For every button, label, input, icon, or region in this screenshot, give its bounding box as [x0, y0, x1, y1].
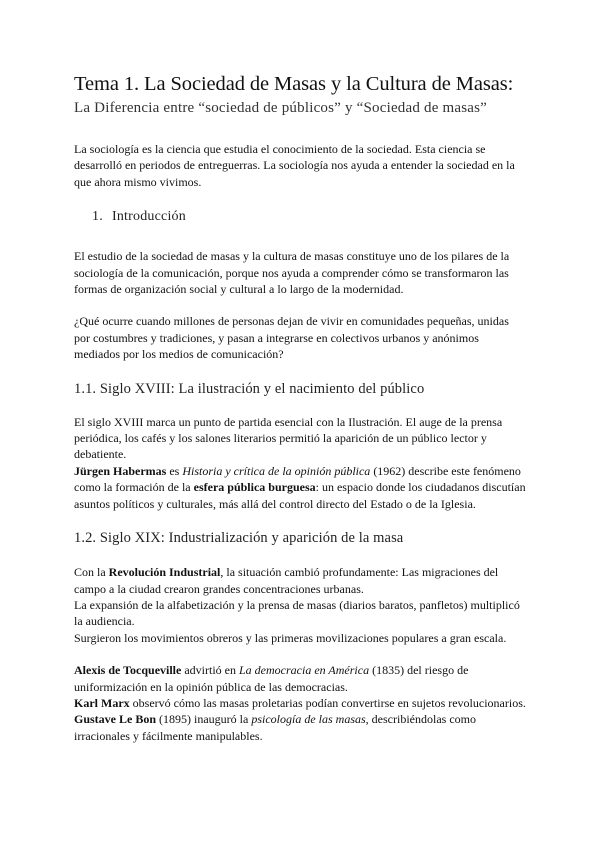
- section-heading-introduccion: [74, 208, 526, 226]
- habermas-book: Historia y crítica de la opinión pública: [182, 463, 371, 478]
- tocqueville-name: Alexis de Tocqueville: [74, 663, 182, 678]
- habermas-name: Jürgen Habermas: [74, 463, 167, 478]
- text-run: observó cómo las masas proletarias podían convertirse en sujetos revolucionarios.: [129, 695, 526, 710]
- lebon-paragraph: [74, 711, 526, 744]
- section-title: Introducción: [112, 209, 186, 225]
- marx-name: Karl Marx: [74, 695, 130, 710]
- tocqueville-paragraph: [74, 662, 526, 695]
- introduccion-paragraph-2: ¿Qué ocurre cuando millones de personas dejan de vivir en comunidades pequeñas, unidas por costumbres y tradiciones, y pasan a integrarse en colectivos urbanos y anónimos mediados por los medios de comunicación?: [74, 314, 509, 362]
- marx-paragraph: [74, 695, 526, 711]
- introduccion-paragraph-1: El estudio de la sociedad de masas y la cultura de masas constituye uno de los pilares de la sociología de la comunicación, porque nos ayuda a comprender cómo se transformaron las formas de organización social y cultural a lo largo de la modernidad.: [74, 249, 510, 297]
- text-run: (1835) del riesgo de uniformización en la opinión pública de las democracias.: [74, 663, 469, 694]
- section-number: 1.: [92, 209, 103, 225]
- habermas-concept: esfera pública burguesa: [193, 480, 316, 495]
- section-heading-1-2: 1.2. Siglo XIX: Industrialización y aparición de la masa: [74, 530, 404, 547]
- revolucion-industrial: Revolución Industrial: [108, 565, 221, 580]
- lebon-concept: psicología de las masas: [251, 712, 366, 727]
- ilustracion-paragraph: El siglo XVIII marca un punto de partida esencial con la Ilustración. El auge de la prensa periódica, los cafés y los salones literarios permitió la aparición de un público lector y debatiente.: [74, 414, 503, 462]
- document-subtitle: La Diferencia entre “sociedad de públicos” y “Sociedad de masas”: [74, 100, 488, 116]
- text-run: es: [166, 463, 183, 478]
- movimientos-paragraph: Surgieron los movimientos obreros y las primeras movilizaciones populares a gran escala.: [74, 630, 507, 645]
- section-heading-1-1: 1.1. Siglo XVIII: La ilustración y el nacimiento del público: [74, 380, 425, 397]
- text-run: advirtió en: [181, 663, 239, 678]
- document-title: Tema 1. La Sociedad de Masas y la Cultura de Masas:: [74, 73, 514, 95]
- lebon-name: Gustave Le Bon: [74, 712, 157, 727]
- intro-paragraph: La sociología es la ciencia que estudia el conocimiento de la sociedad. Esta ciencia se desarrolló en periodos de entreguerras. La sociología nos ayuda a entender la sociedad en la que ahora mismo vivimos.: [74, 142, 515, 189]
- text-run: Con la: [74, 565, 109, 580]
- text-run: (1962) describe este fenómeno como la formación de la: [74, 463, 521, 495]
- text-run: : un espacio donde los ciudadanos discutían asuntos políticos y culturales, más allá del control directo del Estado o de la Iglesia.: [74, 480, 526, 511]
- alfabetizacion-paragraph: La expansión de la alfabetización y la prensa de masas (diarios baratos, panfletos) multiplicó la audiencia.: [74, 597, 520, 629]
- habermas-paragraph: [74, 463, 526, 512]
- text-run: , describiéndolas como irracionales y fácilmente manipulables.: [74, 712, 476, 743]
- tocqueville-book: La democracia en América: [239, 663, 370, 678]
- revolucion-paragraph: [74, 564, 526, 597]
- text-run: , la situación cambió profundamente: Las migraciones del campo a la ciudad crearon grandes concentraciones urbanas.: [74, 565, 499, 596]
- text-run: (1895) inauguró la: [156, 712, 252, 727]
